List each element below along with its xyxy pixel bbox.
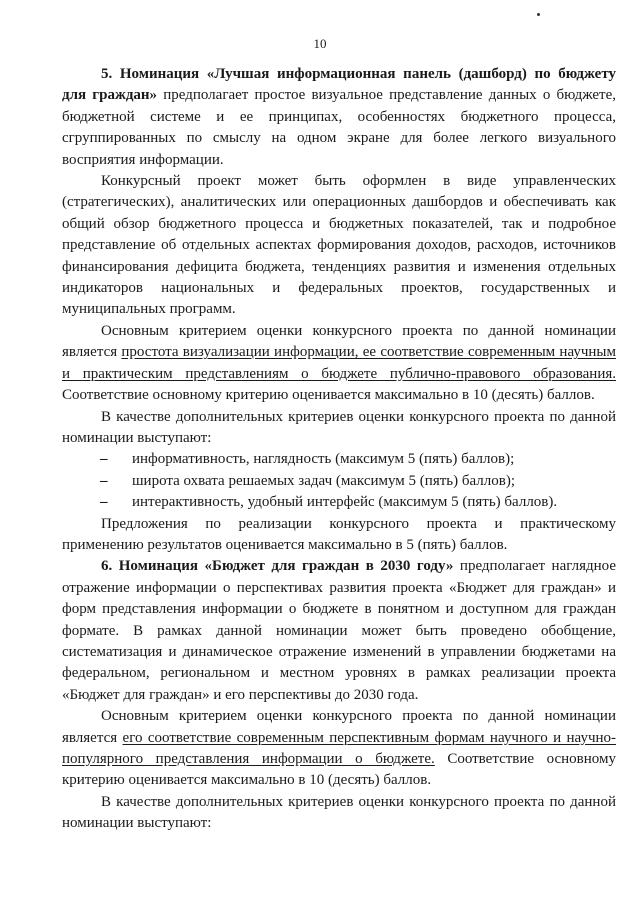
main-criterion-6-underlined: его соответствие современным перспективным формам научного и научно-популярного представления информации о бюджете.: [62, 729, 617, 767]
main-criterion-6-intro: Основным критерием оценки конкурсного проекта по данной номинации является: [62, 708, 616, 746]
nomination-6-text: предполагает наглядное отражение информации о перспективах развития проекта «Бюджет для граждан» и форм представления информации о бюджете в понятном и доступном для граждан формате. В рамках данной номинации может быть проведено обобщение, систематизация и динамическое отражение изменений в управлении бюджетами на федеральном, региональном и местном уровнях в рамках реализации проекта «Бюджет для граждан» и его перспективы до 2030 года.: [62, 558, 617, 703]
nomination-5-text: предполагает простое визуальное представление данных о бюджете, бюджетной системе и ее принципах, особенностях бюджетного процесса, сгруппированных по смыслу на одном экране для более легкого визуального восприятия информации.: [62, 87, 616, 168]
criterion-item: – информативность, наглядность (максимум 5 (пять) баллов);: [62, 449, 616, 470]
main-criterion-5-intro: Основным критерием оценки конкурсного проекта по данной номинации является: [62, 322, 616, 361]
nomination-6-heading: 6. Номинация «Бюджет для граждан в 2030 году»: [101, 558, 454, 575]
project-form-paragraph: Конкурсный проект может быть оформлен в виде управленческих (стратегических), аналитических или операционных дашбордов и обеспечивать как общий обзор бюджетного процесса и бюджетных показателей, так и подробное представление об отдельных аспектах формирования доходов, расходов, источников финансирования дефицита бюджета, тенденциях развития и изменения отдельных индикаторов национальных и федеральных проектов, государственных и муниципальных программ.: [62, 173, 616, 318]
document-body: [62, 64, 616, 835]
nomination-5-paragraph: [62, 64, 616, 171]
proposals-paragraph: Предложения по реализации конкурсного проекта и практическому применению результатов оценивается максимально в 5 (пять) баллов.: [62, 515, 616, 553]
criterion-item: – широта охвата решаемых задач (максимум 5 (пять) баллов);: [62, 471, 616, 492]
additional-criteria-list: [62, 449, 616, 513]
additional-criteria-6-intro: В качестве дополнительных критериев оценки конкурсного проекта по данной номинации выступают:: [62, 793, 616, 832]
nomination-5-heading: 5. Номинация «Лучшая информационная панель (дашборд) по бюджету для граждан»: [62, 66, 616, 104]
page-number: 10: [313, 36, 327, 51]
main-criterion-5-paragraph: [62, 321, 616, 407]
additional-criteria-5-intro: В качестве дополнительных критериев оценки конкурсного проекта по данной номинации выступают:: [62, 408, 616, 446]
main-criterion-5-underlined: простота визуализации информации, ее соответствие современным научным и практическим представлениям о бюджете публично-правового образования.: [62, 344, 616, 382]
main-criterion-6-score: Соответствие основному критерию оценивается максимально в 10 (десять) баллов.: [62, 751, 616, 789]
nomination-6-paragraph: [62, 556, 616, 706]
criterion-item: – интерактивность, удобный интерфейс (максимум 5 (пять) баллов).: [62, 492, 616, 513]
main-criterion-6-paragraph: [62, 706, 616, 792]
scan-dot: [537, 13, 540, 16]
main-criterion-5-score: Соответствие основному критерию оценивается максимально в 10 (десять) баллов.: [62, 387, 595, 404]
